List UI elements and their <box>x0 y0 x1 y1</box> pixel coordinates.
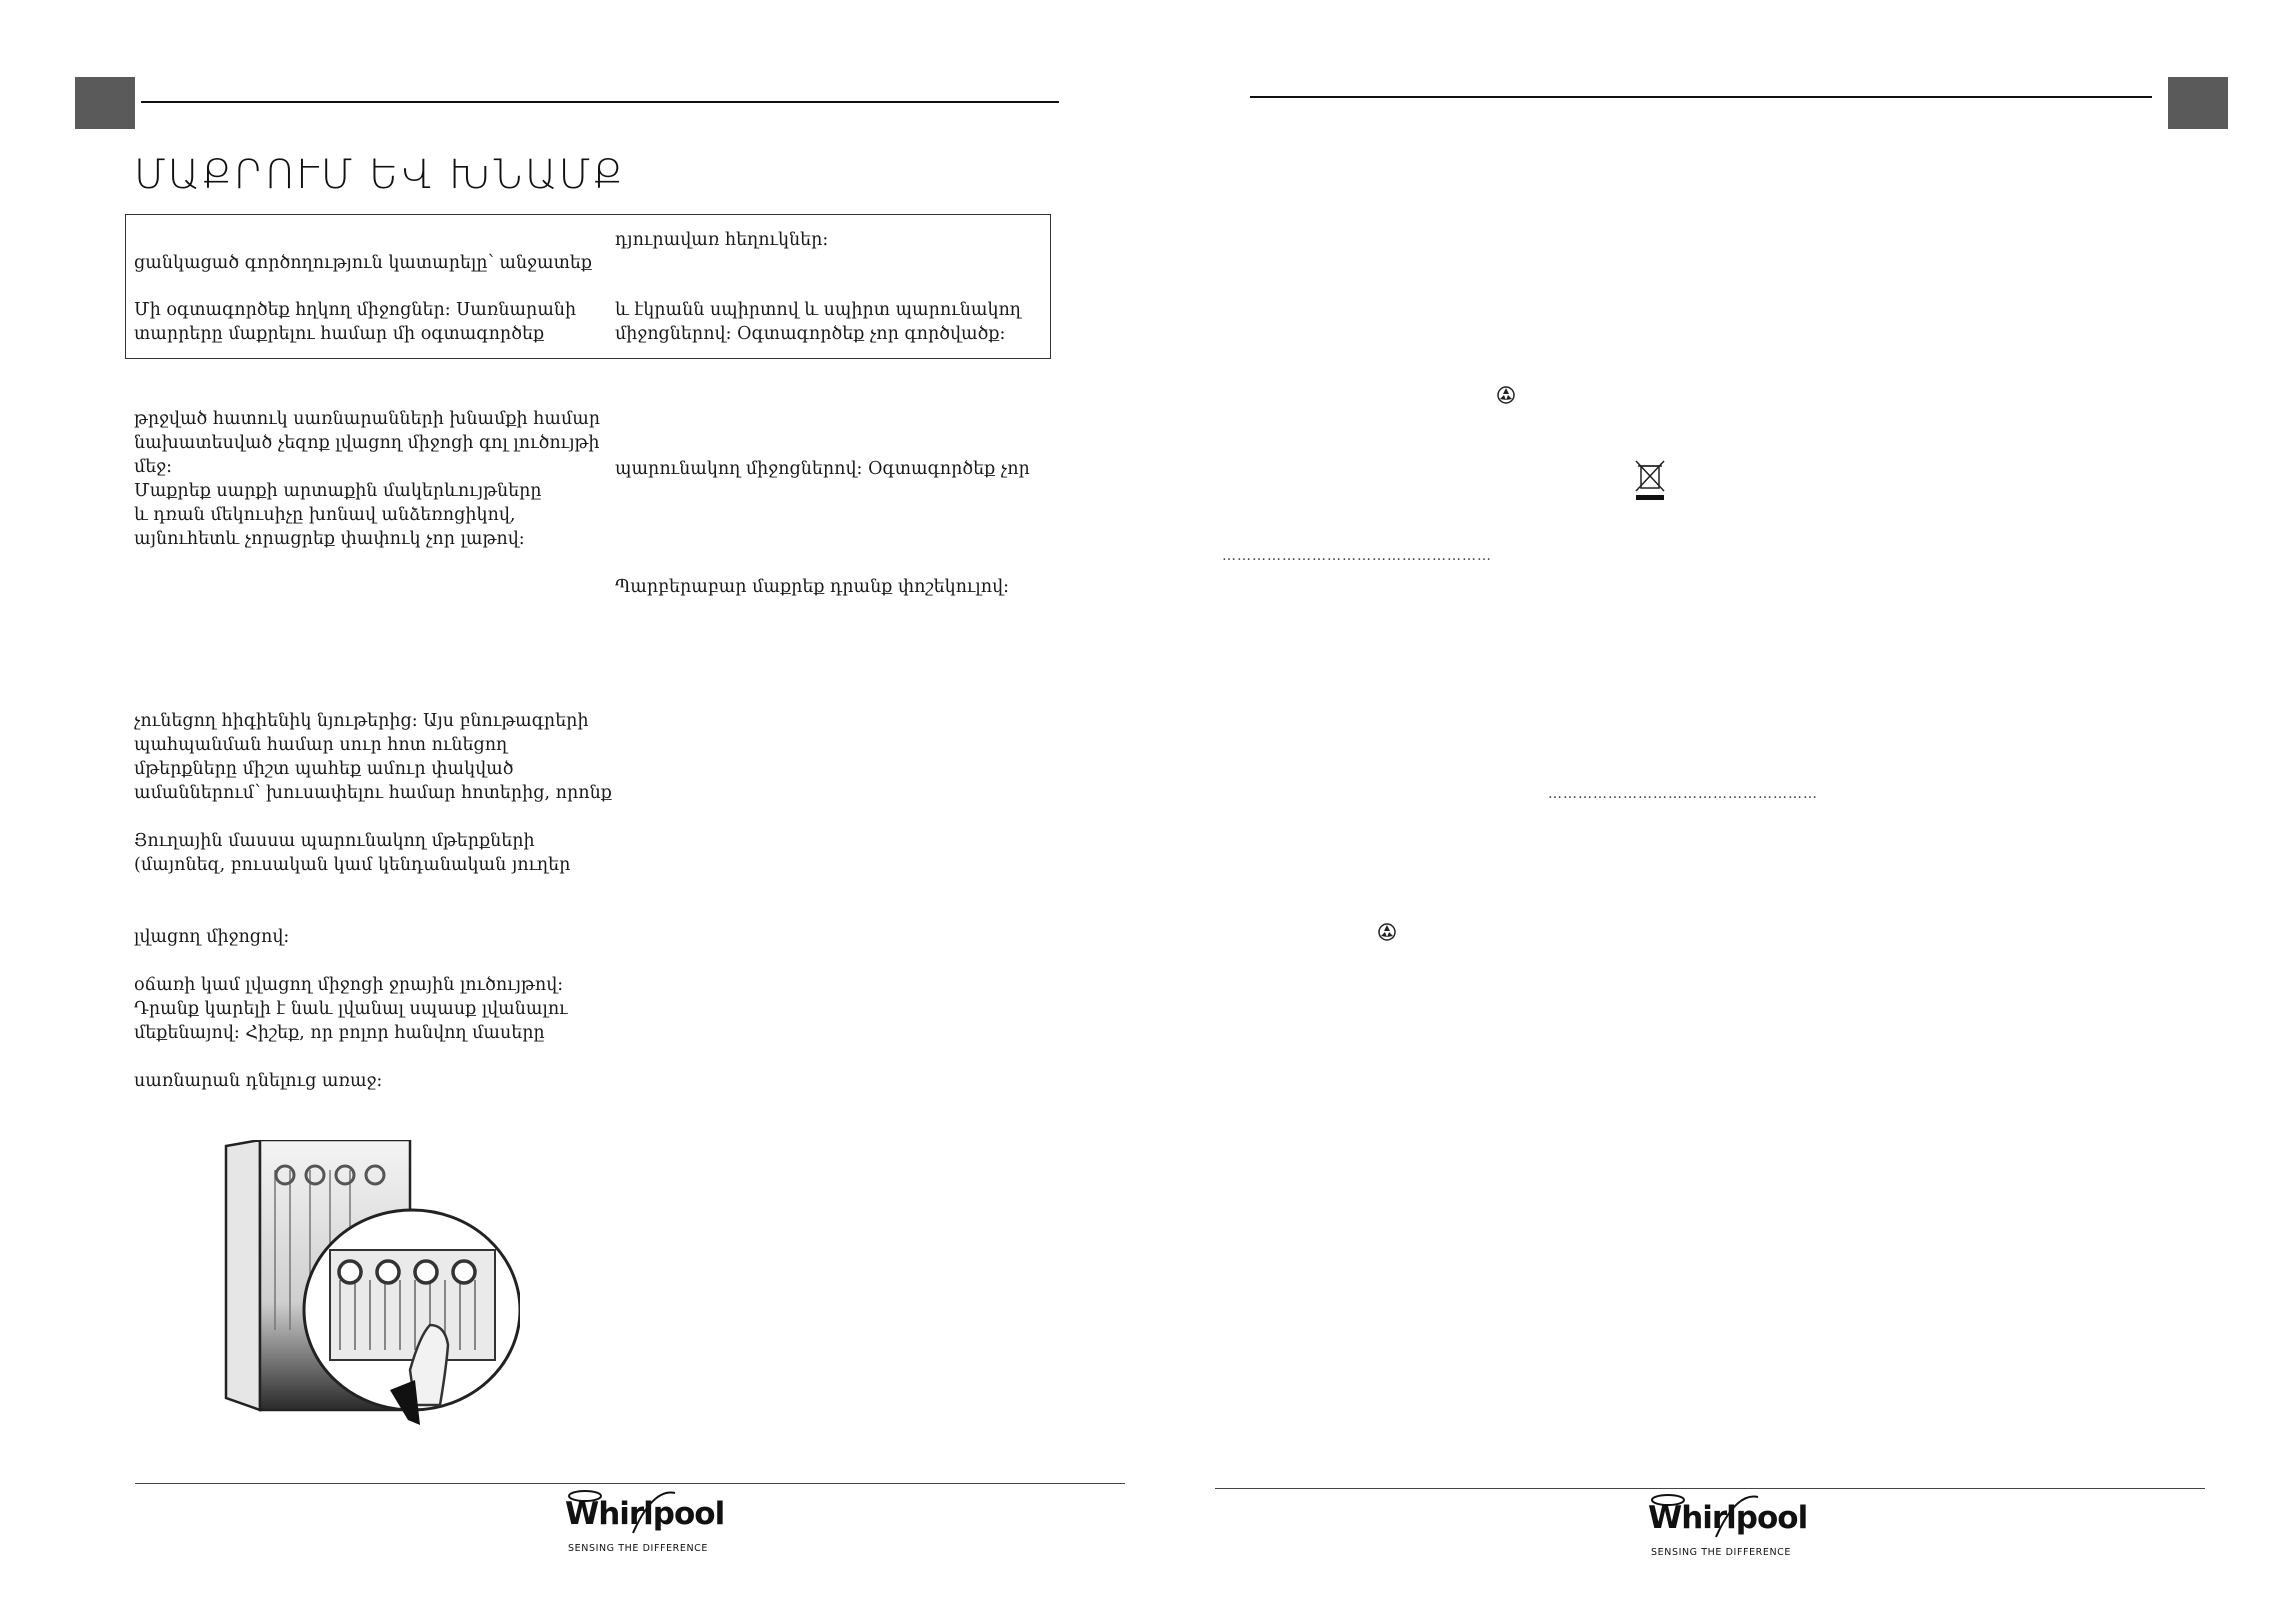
whirlpool-logo-left <box>565 1488 725 1558</box>
box-right-line1: դյուրավառ հեղուկներ: <box>615 230 829 250</box>
oils-paragraph: Յուղային մասսա պարունակող մթերքների (մայոնեզ, բուսական կամ կենդանական յուղեր <box>134 831 571 875</box>
footer-rule-right <box>1215 1488 2205 1489</box>
odors-paragraph: չունեցող հիգիենիկ նյութերից: Այս բնութագրերի պահպանման համար սուր հոտ ունեցող մթերքները միշտ պահեք ամուր փակված ամաններում՝ խուսափելու համար հոտերից, որոնք <box>134 711 612 803</box>
header-rule-right <box>1250 96 2152 98</box>
brand-tagline: SENSING THE DIFFERENCE <box>568 1543 709 1554</box>
box-left-line2: Մի օգտագործեք հղկող միջոցներ: Սառնարանի տարրերը մաքրելու համար մի օգտագործեք <box>134 300 577 344</box>
header-rule-left <box>141 101 1059 103</box>
recycle-icon <box>1496 385 1516 405</box>
recycle-icon <box>1377 922 1397 942</box>
box-right-line2: և էկրանն սպիրտով և սպիրտ պարունակող միջոցներով: Օգտագործեք չոր գործվածք: <box>615 300 1021 344</box>
right-col-line-1: պարունակող միջոցներով: Օգտագործեք չոր <box>615 459 1030 479</box>
box-left-line1: ցանկացած գործողություն կատարելը՝ անջատեք <box>134 253 592 273</box>
page-tab-right <box>2168 77 2228 129</box>
weee-bin-icon <box>1633 458 1667 502</box>
page-title: ՄԱՔՐՈՒՄ ԵՎ ԽՆԱՄՔ <box>134 152 625 198</box>
before-refit-line: սառնարան դնելուց առաջ: <box>134 1071 383 1091</box>
detergent-line: լվացող միջոցով: <box>134 927 290 947</box>
right-col-line-2: Պարբերաբար մաքրեք դրանք փոշեկուլով: <box>615 577 1009 597</box>
brand-tagline: SENSING THE DIFFERENCE <box>1651 1547 1792 1558</box>
fridge-cleaning-illustration <box>220 1140 520 1440</box>
brand-name: Whirlpool <box>565 1496 725 1532</box>
removable-parts-paragraph: օճառի կամ լվացող միջոցի ջրային լուծույթով: Դրանք կարելի է նաև լվանալ սպասք լվանալու մեքենայով: Հիշեք, որ բոլոր հանվող մասերը <box>134 975 568 1043</box>
cleaning-paragraph-1: թրջված հատուկ սառնարանների խնամքի համար նախատեսված չեզոք լվացող միջոցի գոլ լուծույթի մեջ: <box>134 409 601 477</box>
page-tab-left <box>75 77 135 129</box>
dotted-separator-1: ……………………………………………… <box>1222 548 1492 564</box>
dotted-separator-2: ……………………………………………… <box>1548 786 1818 802</box>
cleaning-paragraph-2: Մաքրեք սարքի արտաքին մակերևույթները և դռան մեկուսիչը խոնավ անձեռոցիկով, այնուհետև չորացրեք փափուկ չոր լաթով: <box>134 481 542 549</box>
brand-name: Whirlpool <box>1648 1500 1808 1536</box>
footer-rule-left <box>135 1483 1125 1484</box>
whirlpool-logo-right <box>1648 1492 1808 1562</box>
